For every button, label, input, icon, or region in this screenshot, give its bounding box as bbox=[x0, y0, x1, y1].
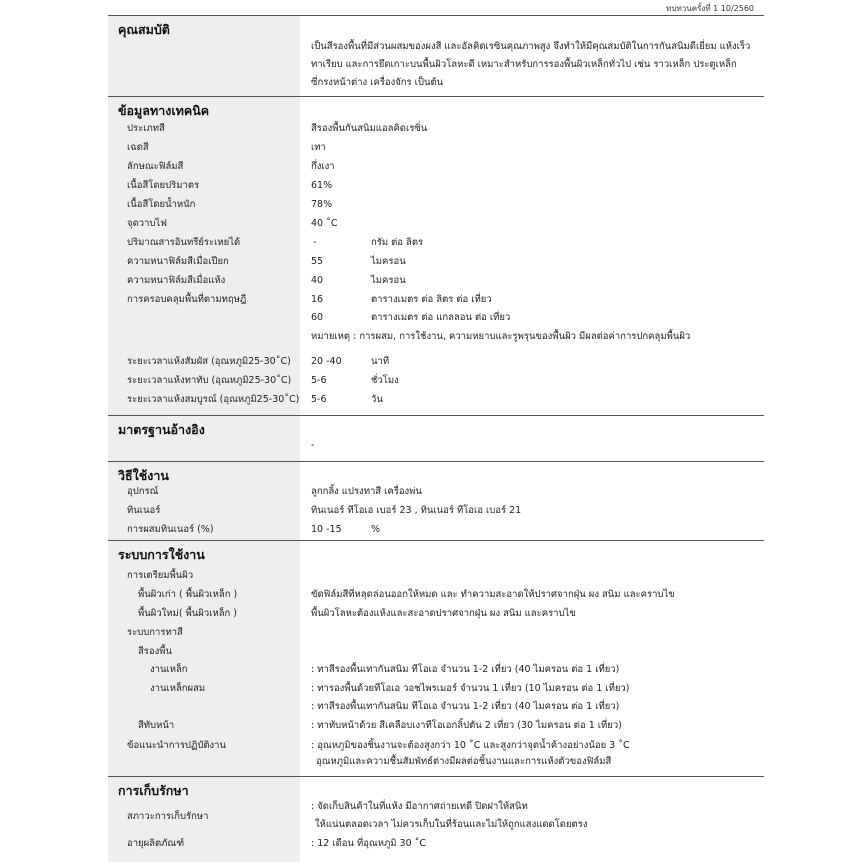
standard-value: - bbox=[311, 440, 315, 451]
tech-note: หมายเหตุ : การผสม, การใช้งาน, ความหยาบและรูพรุนของพื้นผิว มีผลต่อค่าการปกคลุมพื้นผิว bbox=[311, 331, 691, 342]
old-surface-text: ขัดฟิล์มสีที่หลุดล่อนออกให้หมด และ ทำความสะอาดให้ปราศจากฝุ่น ผง สนิม และคราบไข bbox=[311, 589, 675, 600]
tech-label: ความหนาฟิล์มสีเมื่อแห้ง bbox=[127, 275, 226, 286]
section-title-usage: วิธีใช้งาน bbox=[118, 468, 169, 483]
tech-value: กึ่งเงา bbox=[311, 161, 335, 172]
tech-label: ความหนาฟิล์มสีเมื่อเปียก bbox=[127, 256, 229, 267]
tech-label: ประเภทสี bbox=[127, 123, 165, 134]
shelf-life-text: : 12 เดือน ที่อุณหภูมิ 30 ˚C bbox=[311, 838, 427, 849]
storage-condition-label: สภาวะการเก็บรักษา bbox=[127, 811, 209, 822]
advice-text: อุณหภูมิและความชื้นสัมพัทธ์ต่างมีผลต่อชิ้นงานและการแห้งตัวของฟิล์มสี bbox=[316, 756, 612, 767]
galv-text: : ทาสีรองพื้นเทากันสนิม ทีโอเอ จำนวน 1-2 เที่ยว (40 ไมครอน ต่อ 1 เที่ยว) bbox=[311, 701, 620, 712]
storage-text: : จัดเก็บสินค้าในที่แห้ง มีอากาศถ่ายเทดี ปิดฝาให้สนิท bbox=[311, 801, 528, 812]
galv-label: งานเหล็กผสม bbox=[150, 683, 206, 694]
galv-text: : ทารองพื้นด้วยทีโอเอ วอชไพรเมอร์ จำนวน 1 เที่ยว (10 ไมครอน ต่อ 1 เที่ยว) bbox=[311, 683, 630, 694]
drying-label: ระยะเวลาแห้งทาทับ (อุณหภูมิ25-30˚C) bbox=[127, 375, 292, 386]
tech-value: 55 bbox=[311, 256, 324, 267]
tech-label: ปริมาณสารอินทรีย์ระเหยได้ bbox=[127, 237, 241, 248]
usage-value: ลูกกลิ้ง แปรงทาสี เครื่องพ่น bbox=[311, 486, 422, 497]
primer-label: สีรองพื้น bbox=[138, 646, 173, 657]
advice-text: : อุณหภูมิของชิ้นงานจะต้องสูงกว่า 10 ˚C และสูงกว่าจุดน้ำค้างอย่างน้อย 3 ˚C bbox=[311, 740, 630, 751]
drying-unit: วัน bbox=[371, 394, 383, 405]
tech-unit: ตารางเมตร ต่อ ลิตร ต่อ เที่ยว bbox=[371, 294, 492, 305]
tech-unit: ไมครอน bbox=[371, 256, 406, 267]
properties-line: ซี่กรงหน้าต่าง เครื่องจักร เป็นต้น bbox=[311, 77, 444, 88]
drying-value: 5-6 bbox=[311, 375, 327, 386]
section-title-system: ระบบการใช้งาน bbox=[118, 547, 205, 562]
usage-label: ทินเนอร์ bbox=[127, 505, 161, 516]
topcoat-text: : ทาทับหน้าด้วย สีเคลือบเงาทีโอเอกลิ้ปตัน 2 เที่ยว (30 ไมครอน ต่อ 1 เที่ยว) bbox=[311, 720, 622, 731]
tech-label: เนื้อสีโดยปริมาตร bbox=[127, 180, 200, 191]
properties-line: ทาเรียบ และการยึดเกาะบนพื้นผิวโลหะดี เหมาะสำหรับการรองพื้นผิวเหล็กทั่วไป เช่น ราวเหล็ก ประตูเหล็ก bbox=[311, 59, 737, 70]
tech-value: 40 ˚C bbox=[311, 218, 338, 229]
tech-value: 40 bbox=[311, 275, 324, 286]
usage-label: อุปกรณ์ bbox=[127, 486, 159, 497]
steel-text: : ทาสีรองพื้นเทากันสนิม ทีโอเอ จำนวน 1-2 เที่ยว (40 ไมครอน ต่อ 1 เที่ยว) bbox=[311, 664, 620, 675]
tech-unit: กรัม ต่อ ลิตร bbox=[371, 237, 424, 248]
steel-label: งานเหล็ก bbox=[150, 664, 188, 675]
tech-label: การครอบคลุมพื้นที่ตามทฤษฎี bbox=[127, 294, 247, 305]
storage-text: ให้แน่นตลอดเวลา ไม่ควรเก็บในที่ร้อนและไม่ให้ถูกแสงแดดโดยตรง bbox=[315, 819, 588, 830]
new-surface-text: พื้นผิวโลหะต้องแห้งและสะอาดปราศจากฝุ่น ผง สนิม และคราบไข bbox=[311, 608, 576, 619]
drying-value: 5-6 bbox=[311, 394, 327, 405]
usage-unit: % bbox=[371, 524, 381, 535]
usage-value: ทินเนอร์ ทีโอเอ เบอร์ 23 , ทินเนอร์ ทีโอเอ เบอร์ 21 bbox=[311, 505, 522, 516]
tech-unit: ตารางเมตร ต่อ แกลลอน ต่อ เที่ยว bbox=[371, 312, 511, 323]
topcoat-label: สีทับหน้า bbox=[138, 720, 175, 731]
surface-prep-label: การเตรียมพื้นผิว bbox=[127, 570, 194, 581]
tech-value: 61% bbox=[311, 180, 333, 191]
section-title-properties: คุณสมบัติ bbox=[118, 22, 170, 37]
drying-value: 20 -40 bbox=[311, 356, 342, 367]
section-title-standard: มาตรฐานอ้างอิง bbox=[118, 422, 205, 437]
tech-label: เฉดสี bbox=[127, 142, 149, 153]
section-title-technical: ข้อมูลทางเทคนิค bbox=[118, 103, 210, 118]
old-surface-label: พื้นผิวเก่า ( พื้นผิวเหล็ก ) bbox=[138, 589, 238, 600]
tech-label: ลักษณะฟิล์มสี bbox=[127, 161, 184, 172]
drying-unit: ชั่วโมง bbox=[371, 375, 399, 386]
tech-label: จุดวาบไฟ bbox=[127, 218, 167, 229]
drying-label: ระยะเวลาแห้งสัมผัส (อุณหภูมิ25-30˚C) bbox=[127, 356, 291, 367]
drying-label: ระยะเวลาแห้งสมบูรณ์ (อุณหภูมิ25-30˚C) bbox=[127, 394, 300, 405]
section-standard bbox=[108, 415, 764, 461]
tech-value: - bbox=[313, 237, 317, 248]
tech-value: สีรองพื้นกันสนิมแอลคิดเรซิ่น bbox=[311, 123, 428, 134]
tech-value: 78% bbox=[311, 199, 333, 210]
revision-note: ทบทวนครั้งที่ 1 10/2560 bbox=[666, 4, 754, 13]
usage-label: การผสมทินเนอร์ (%) bbox=[127, 524, 214, 535]
usage-value: 10 -15 bbox=[311, 524, 342, 535]
shelf-life-label: อายุผลิตภัณฑ์ bbox=[127, 838, 185, 849]
tech-value: เทา bbox=[311, 142, 326, 153]
paint-system-label: ระบบการทาสี bbox=[127, 627, 183, 638]
tech-label: เนื้อสีโดยน้ำหนัก bbox=[127, 199, 196, 210]
tech-value: 60 bbox=[311, 312, 324, 323]
properties-line: เป็นสีรองพื้นที่มีส่วนผสมของผงสี และอัลคิดเรซินคุณภาพสูง จึงทำให้มีคุณสมบัติในการกันสนิมดีเยี่ยม แห้งเร็ว bbox=[311, 41, 751, 52]
tech-value: 16 bbox=[311, 294, 324, 305]
section-title-storage: การเก็บรักษา bbox=[118, 783, 189, 798]
advice-label: ข้อแนะนำการปฏิบัติงาน bbox=[127, 740, 227, 751]
tech-unit: ไมครอน bbox=[371, 275, 406, 286]
new-surface-label: พื้นผิวใหม่( พื้นผิวเหล็ก ) bbox=[138, 608, 238, 619]
drying-unit: นาที bbox=[371, 356, 390, 367]
